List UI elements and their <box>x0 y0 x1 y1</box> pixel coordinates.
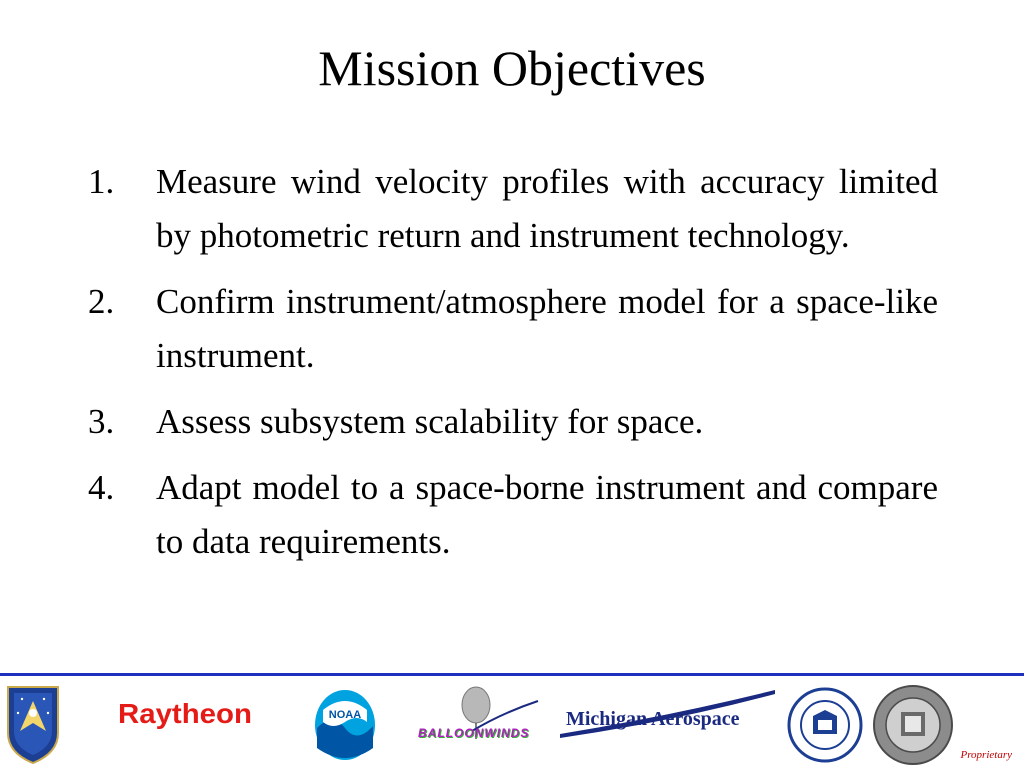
raytheon-logo: Raytheon <box>118 698 252 729</box>
noaa-logo <box>313 688 377 762</box>
michigan-aerospace-logo: Michigan Aerospace <box>566 708 740 730</box>
unh-seal-logo <box>786 686 864 764</box>
proprietary-label: Proprietary <box>960 749 1012 761</box>
objective-text: Confirm instrument/atmosphere model for a space-like instrument. <box>156 282 938 375</box>
slide-title: Mission Objectives <box>318 40 706 96</box>
noaa-logo-label: NOAA <box>328 709 362 721</box>
objective-item <box>88 461 938 569</box>
footer-divider <box>0 673 1024 676</box>
objective-text: Measure wind velocity profiles with accuracy limited by photometric return and instrument technology. <box>156 162 938 255</box>
balloonwinds-logo: BALLOONWINDS <box>418 726 530 740</box>
objective-text: Assess subsystem scalability for space. <box>156 402 704 441</box>
objective-number: 4. <box>88 468 115 507</box>
objective-number: 2. <box>88 282 115 321</box>
objective-item <box>88 275 938 383</box>
university-of-hawaii-seal-logo <box>872 684 954 766</box>
objective-item <box>88 395 938 449</box>
afrl-shield-logo <box>4 683 62 765</box>
objective-number: 1. <box>88 162 115 201</box>
objective-number: 3. <box>88 402 115 441</box>
objective-text: Adapt model to a space-borne instrument and compare to data requirements. <box>156 468 938 561</box>
objectives-list <box>88 155 938 581</box>
objective-item <box>88 155 938 263</box>
